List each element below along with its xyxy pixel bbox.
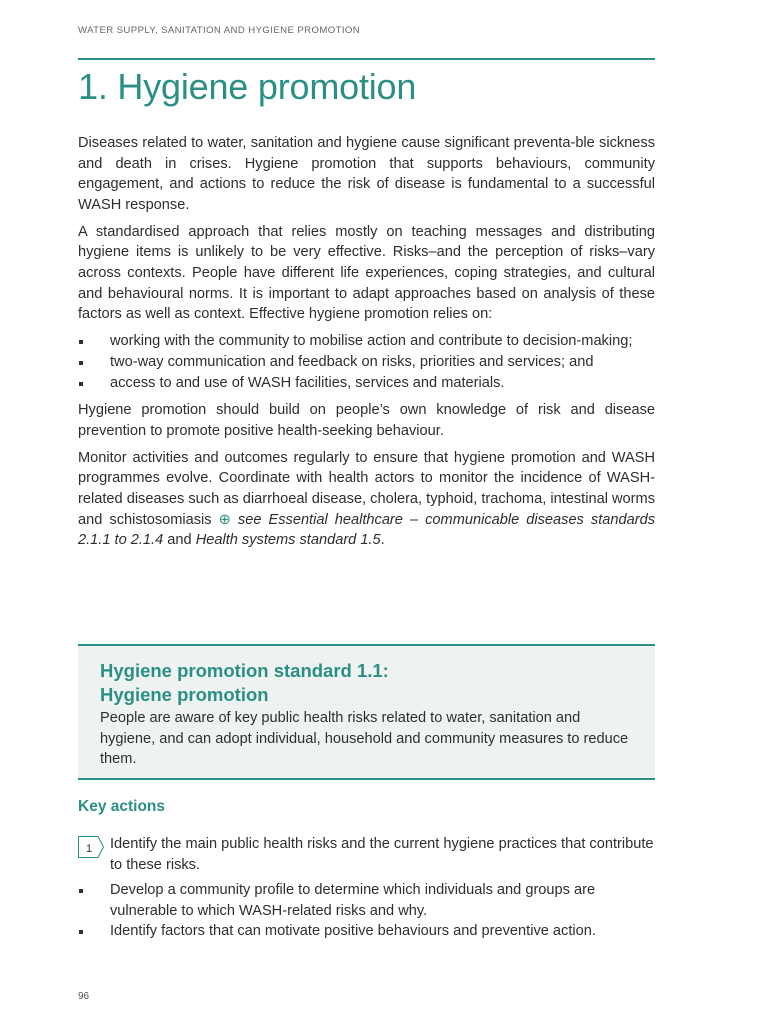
cross-reference-link[interactable]: Health systems standard 1.5	[195, 532, 381, 549]
list-item: working with the community to mobilise action and contribute to decision-making;	[78, 331, 655, 352]
header-rule	[78, 58, 655, 60]
page-title: 1. Hygiene promotion	[78, 66, 417, 107]
number-badge-icon: 1	[78, 836, 104, 858]
key-action-item: 1 Identify the main public health risks and the current hygiene practices that contribute to these risks.	[78, 834, 655, 875]
intro-paragraph-2: A standardised approach that relies mostly on teaching messages and distributing hygiene items is unlikely to be very effective. Risks–and the perception of risks–vary across contexts. People have different life experiences, coping strategies, and cultural and behavioural norms. It is important to adapt approaches based on analysis of these factors as well as context. Effective hygiene promotion relies on:	[78, 223, 655, 323]
intro-paragraph-3: Hygiene promotion should build on people’s own knowledge of risk and disease prevention to promote positive health-seeking behaviour.	[78, 402, 655, 439]
intro-bullet-list	[78, 331, 655, 393]
bullet-icon	[79, 930, 83, 934]
page-number: 96	[78, 991, 90, 1002]
intro-body	[78, 133, 655, 557]
cross-reference-icon: ⊕	[218, 511, 231, 528]
bullet-icon	[79, 340, 83, 344]
cross-reference-link[interactable]: see Essential healthcare – communicable diseases standards 2.1.1 to 2.1.4	[78, 511, 655, 549]
standard-title: Hygiene promotion standard 1.1: Hygiene promotion	[100, 660, 389, 705]
key-action-sub-bullet: Identify factors that can motivate positive behaviours and preventive action.	[78, 921, 655, 942]
bullet-icon	[79, 361, 83, 365]
standard-statement: People are aware of key public health risks related to water, sanitation and hygiene, and can adopt individual, household and community measures to reduce them.	[100, 710, 629, 768]
bullet-icon	[79, 382, 83, 386]
intro-paragraph-4: Monitor activities and outcomes regularly to ensure that hygiene promotion and WASH programmes evolve. Coordinate with health actors to monitor the incidence of WASH-related diseases such as diarrhoeal disease, cholera, typhoid, trachoma, intestinal worms and schistosomiasis ⊕ see Essential healthcare – communicable diseases standards 2.1.1 to 2.1.4 and Health systems standard 1.5.	[78, 449, 655, 549]
bullet-icon	[79, 889, 83, 893]
list-item: two-way communication and feedback on risks, priorities and services; and	[78, 352, 655, 373]
intro-paragraph-1: Diseases related to water, sanitation and hygiene cause significant preventa-ble sickness and death in crises. Hygiene promotion that supports behaviours, community engagement, and actions to reduce the risk of disease is fundamental to a successful WASH response.	[78, 135, 655, 213]
key-actions-heading: Key actions	[78, 798, 166, 815]
list-item: access to and use of WASH facilities, services and materials.	[78, 373, 655, 394]
key-actions-list	[78, 834, 655, 942]
standard-box	[78, 644, 655, 780]
key-action-sub-bullet: Develop a community profile to determine which individuals and groups are vulnerable to which WASH-related risks and why.	[78, 880, 655, 921]
running-header: WATER SUPPLY, SANITATION AND HYGIENE PROMOTION	[78, 25, 361, 36]
